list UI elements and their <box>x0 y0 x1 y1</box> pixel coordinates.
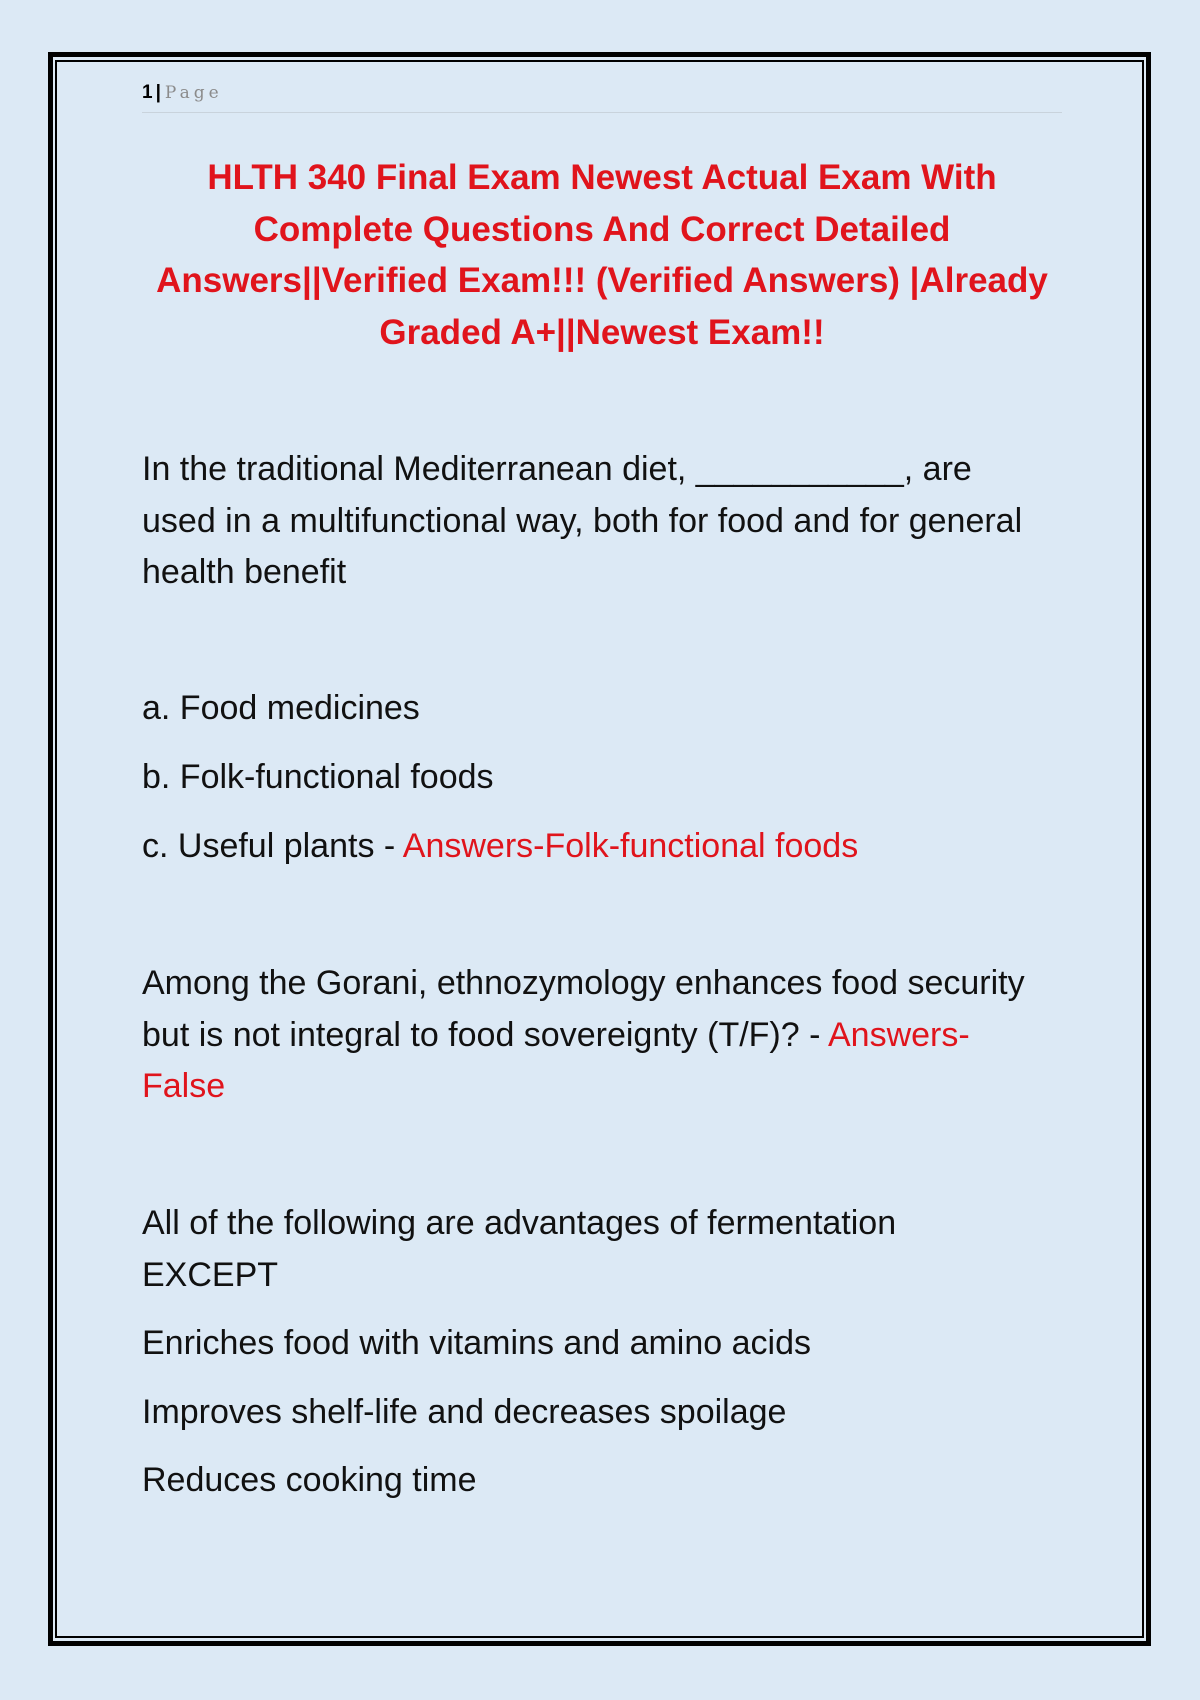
question-line: All of the following are advantages of fermentation <box>142 1204 897 1242</box>
header-separator: | <box>155 82 161 103</box>
page-header <box>142 82 1062 113</box>
question-line: but is not integral to food sovereignty (T/F)? - <box>142 1015 828 1054</box>
title-line: Complete Questions And Correct Detailed <box>253 209 951 249</box>
option-text: b. Folk-functional foods <box>142 758 494 796</box>
question-line: health benefit <box>142 553 347 591</box>
question-3-text <box>142 1198 1082 1301</box>
option-text: Enriches food with vitamins and amino acids <box>142 1324 811 1362</box>
question-1-text <box>142 444 1082 599</box>
option-text: Reduces cooking time <box>142 1461 477 1499</box>
answer-text: Answers-Folk-functional foods <box>402 827 859 865</box>
question-2-text <box>142 958 1082 1113</box>
question-line: used in a multifunctional way, both for food and for general <box>142 501 1023 540</box>
question-3-option-3 <box>142 1455 1082 1507</box>
answer-text: Answers- <box>828 1015 970 1054</box>
title-line: Graded A+||Newest Exam!! <box>379 312 825 352</box>
question-1-option-c <box>142 821 1082 873</box>
title-line: Answers||Verified Exam!!! (Verified Answers) |Already <box>156 261 1048 300</box>
option-text: c. Useful plants - <box>142 827 403 865</box>
question-3-option-1 <box>142 1318 1082 1370</box>
question-3-option-2 <box>142 1387 1082 1439</box>
question-line: In the traditional Mediterranean diet, ___________, are <box>142 450 972 488</box>
page-label: Page <box>164 83 223 103</box>
answer-text: False <box>142 1067 226 1105</box>
question-1-option-a <box>142 683 1082 735</box>
page-number: 1 <box>142 82 153 103</box>
option-text: a. Food medicines <box>142 689 420 727</box>
title-line: HLTH 340 Final Exam Newest Actual Exam With <box>207 158 997 197</box>
option-text: Improves shelf-life and decreases spoilage <box>142 1393 787 1431</box>
question-line: Among the Gorani, ethnozymology enhances food security <box>142 964 1025 1002</box>
question-line: EXCEPT <box>142 1255 279 1294</box>
question-1-option-b <box>142 752 1082 804</box>
document-title <box>142 152 1062 358</box>
